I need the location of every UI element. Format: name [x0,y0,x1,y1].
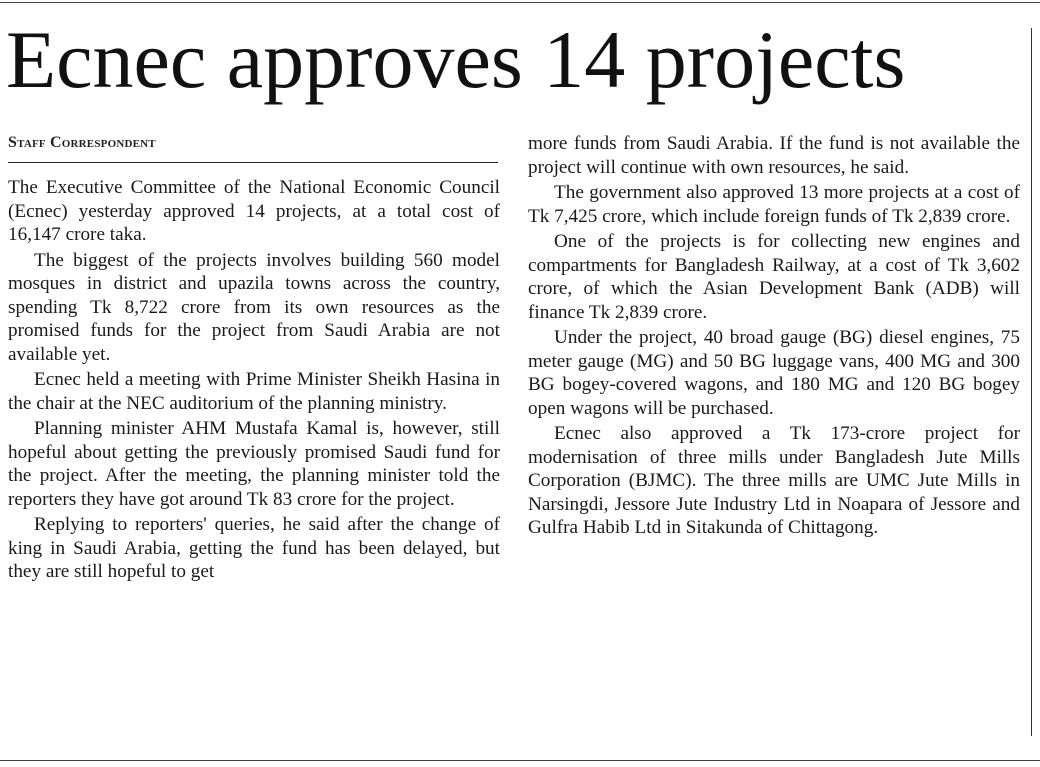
paragraph: The biggest of the projects involves building 560 model mosques in district and upazila towns across the country, spending Tk 8,722 crore from its own resources as the promised funds for the project from Saudi Arabia are not available yet. [8,249,500,365]
article-column-1 [8,176,500,586]
byline-rule [8,162,498,163]
article-column-2 [528,132,1020,542]
paragraph: The government also approved 13 more projects at a cost of Tk 7,425 crore, which include foreign funds of Tk 2,839 crore. [528,182,1020,227]
bottom-rule [0,760,1040,761]
byline: Staff Correspondent [8,134,156,151]
paragraph: Ecnec held a meeting with Prime Minister Sheikh Hasina in the chair at the NEC auditorium of the planning ministry. [8,369,500,414]
paragraph: more funds from Saudi Arabia. If the fund is not available the project will continue with own resources, he said. [528,133,1020,178]
paragraph: Replying to reporters' queries, he said after the change of king in Saudi Arabia, getting the fund has been delayed, but they are still hopeful to get [8,514,500,582]
paragraph: One of the projects is for collecting new engines and compartments for Bangladesh Railway, at a cost of Tk 3,602 crore, of which the Asian Development Bank (ADB) will finance Tk 2,839 crore. [528,231,1020,323]
top-rule [0,2,1040,3]
paragraph: Planning minister AHM Mustafa Kamal is, however, still hopeful about getting the previously promised Saudi fund for the project. After the meeting, the planning minister told the reporters they have got around Tk 83 crore for the project. [8,418,500,510]
paragraph: Ecnec also approved a Tk 173-crore project for modernisation of three mills under Bangladesh Jute Mills Corporation (BJMC). The three mills are UMC Jute Mills in Narsingdi, Jessore Jute Industry Ltd in Noapara of Jessore and Gulfra Habib Ltd in Sitakunda of Chittagong. [528,423,1020,538]
right-column-rule [1031,28,1032,736]
paragraph: The Executive Committee of the National Economic Council (Ecnec) yesterday approved 14 projects, at a total cost of 16,147 crore taka. [8,177,500,245]
paragraph: Under the project, 40 broad gauge (BG) diesel engines, 75 meter gauge (MG) and 50 BG luggage vans, 400 MG and 300 BG bogey-covered wagons, and 180 MG and 120 BG bogey open wagons will be purchased. [528,327,1020,419]
headline: Ecnec approves 14 projects [6,14,906,105]
